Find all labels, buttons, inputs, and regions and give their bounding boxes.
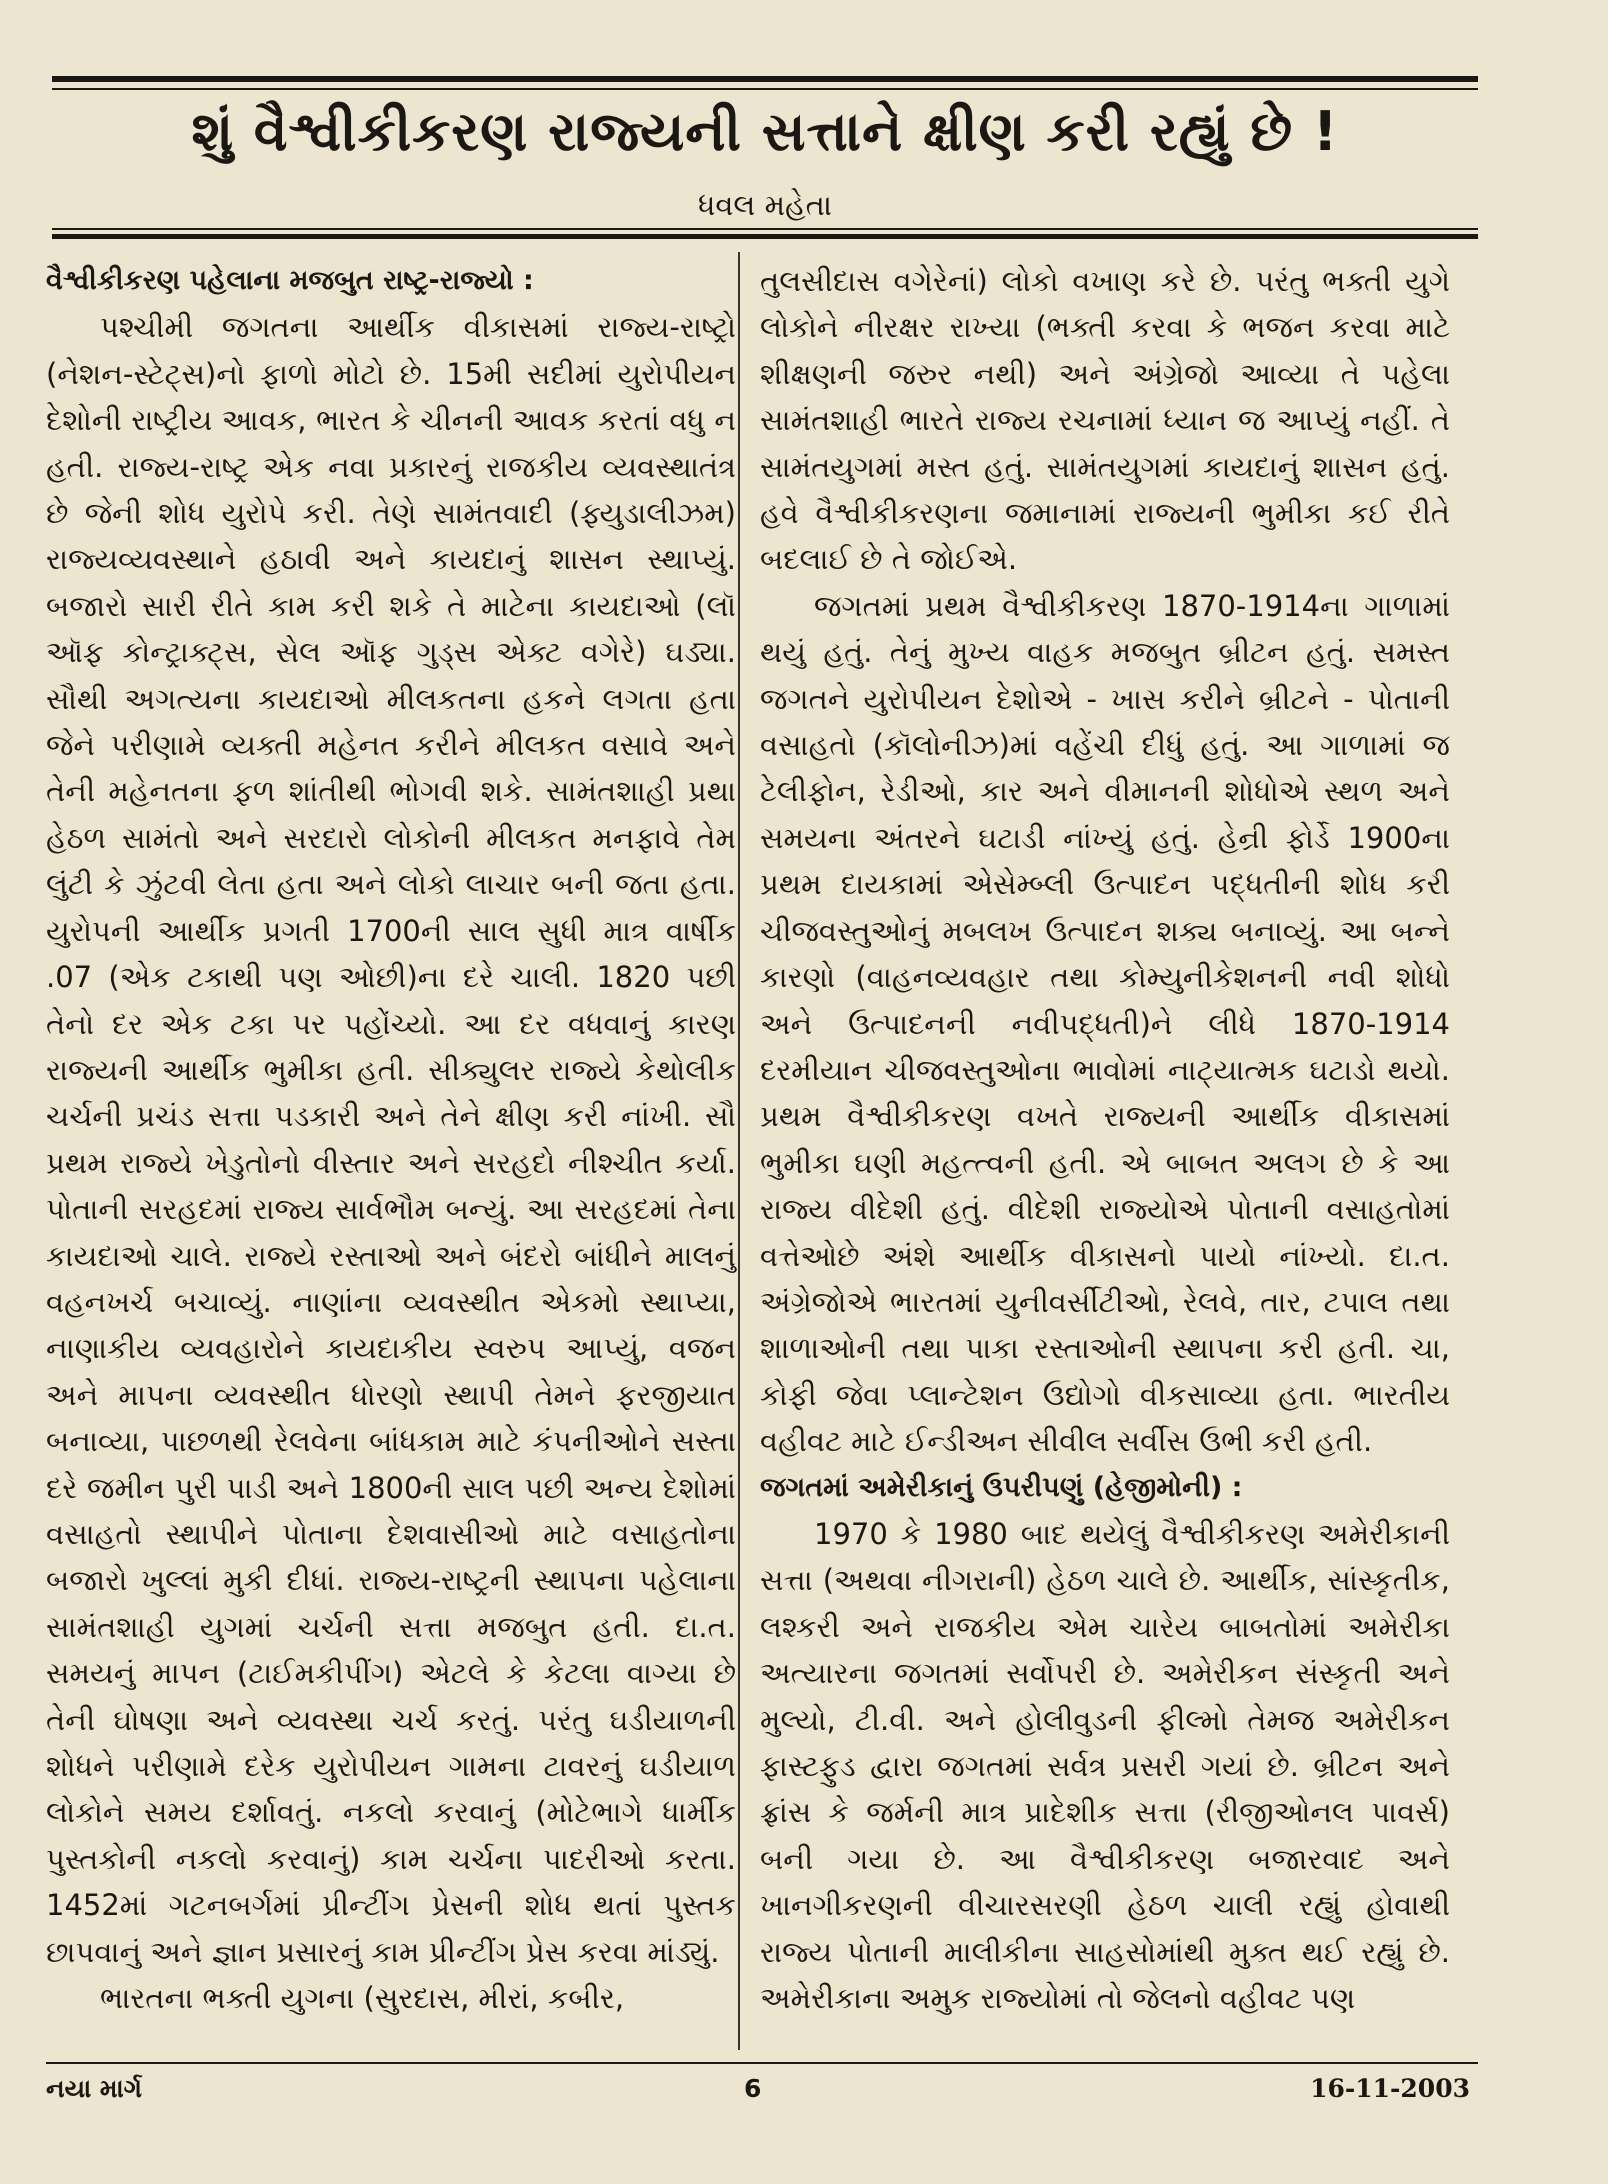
paragraph: 1970 કે 1980 બાદ થયેલું વૈશ્વીકીકરણ અમેરીકાની સત્તા (અથવા નીગરાની) હેઠળ ચાલે છે. આર્થીક, સાંસ્કૃતીક, લશ્કરી અને રાજકીય એમ ચારેય બાબતોમાં અમેરીકા અત્યારના જગતમાં સર્વોપરી છે. અમેરીકન સંસ્કૃતી અને મુલ્યો, ટી.વી. અને હોલીવુડની ફીલ્મો તેમજ અમેરીકન ફાસ્ટફુડ દ્વારા જગતમાં સર્વત્ર પ્રસરી ગયાં છે. બ્રીટન અને ફ્રાંસ કે જર્મની માત્ર પ્રાદેશીક સત્તા (રીજીઓનલ પાવર્સ) બની ગયા છે. આ વૈશ્વીકીકરણ બજારવાદ અને ખાનગીકરણની વીચારસરણી હેઠળ ચાલી રહ્યું હોવાથી રાજ્ય પોતાની માલીકીના સાહસોમાંથી મુક્ત થઈ રહ્યું છે. અમેરીકાના અમુક રાજ્યોમાં તો જેલનો વહીવટ પણ bbox=[760, 1516, 1450, 2016]
paragraph: ભારતના ભક્તી યુગના (સુરદાસ, મીરાં, કબીર, bbox=[100, 1981, 625, 2016]
issue-date: 16-11-2003 bbox=[1310, 2074, 1470, 2103]
section-heading-american-hegemony: જગતમાં અમેરીકાનું ઉપરીપણું (હેજીમોની) : bbox=[760, 1471, 1243, 1503]
header-rule-top-thick bbox=[52, 76, 1478, 82]
header-rule-bottom-thick bbox=[52, 234, 1478, 239]
left-column bbox=[46, 258, 736, 2021]
article-title: શું વૈશ્વીકીકરણ રાજ્યની સત્તાને ક્ષીણ કરી રહ્યું છે ! bbox=[191, 100, 1339, 163]
publication-name: નયા માર્ગ bbox=[46, 2074, 142, 2103]
section-heading-strong-nation-states: વૈશ્વીકીકરણ પહેલાના મજબુત રાષ્ટ્ર-રાજ્યો : bbox=[46, 265, 534, 296]
page-number: 6 bbox=[744, 2074, 762, 2103]
paragraph: તુલસીદાસ વગેરેનાં) લોકો વખાણ કરે છે. પરંતુ ભક્તી યુગે લોકોને નીરક્ષર રાખ્યા (ભક્તી કરવા કે ભજન કરવા માટે શીક્ષણની જરુર નથી) અને અંગ્રેજો આવ્યા તે પહેલા સામંતશાહી ભારતે રાજ્ય રચનામાં ધ્યાન જ આપ્યું નહીં. તે સામંતયુગમાં મસ્ત હતું. સામંતયુગમાં કાયદાનું શાસન હતું. હવે વૈશ્વીકીકરણના જમાનામાં રાજ્યની ભુમીકા કઈ રીતે બદલાઈ છે તે જોઈએ. bbox=[760, 264, 1450, 577]
footer-rule bbox=[46, 2062, 1478, 2064]
column-divider bbox=[738, 252, 740, 2050]
header-rule-top-thin bbox=[52, 88, 1478, 90]
right-column bbox=[760, 258, 1450, 2021]
paragraph: પશ્ચીમી જગતના આર્થીક વીકાસમાં રાજ્ય-રાષ્ટ્રો (નેશન-સ્ટેટ્સ)નો ફાળો મોટો છે. 15મી સદીમાં યુરોપીયન દેશોની રાષ્ટ્રીય આવક, ભારત કે ચીનની આવક કરતાં વધુ ન હતી. રાજ્ય-રાષ્ટ્ર એક નવા પ્રકારનું રાજકીય વ્યવસ્થાતંત્ર છે જેની શોધ યુરોપે કરી. તેણે સામંતવાદી (ફ્યુડાલીઝમ) રાજ્યવ્યવસ્થાને હઠાવી અને કાયદાનું શાસન સ્થાપ્યું. બજારો સારી રીતે કામ કરી શકે તે માટેના કાયદાઓ (લૉ ઑફ કોન્ટ્રાક્ટ્સ, સેલ ઑફ ગુડ્સ એક્ટ વગેરે) ઘડ્યા. સૌથી અગત્યના કાયદાઓ મીલકતના હકને લગતા હતા જેને પરીણામે વ્યક્તી મહેનત કરીને મીલકત વસાવે અને તેની મહેનતના ફળ શાંતીથી ભોગવી શકે. સામંતશાહી પ્રથા હેઠળ સામંતો અને સરદારો લોકોની મીલકત મનફાવે તેમ લુંટી કે ઝુંટવી લેતા હતા અને લોકો લાચાર બની જતા હતા. યુરોપની આર્થીક પ્રગતી 1700ની સાલ સુધી માત્ર વાર્ષીક .07 (એક ટકાથી પણ ઓછી)ના દરે ચાલી. 1820 પછી તેનો દર એક ટકા પર પહોંચ્યો. આ દર વધવાનું કારણ રાજ્યની આર્થીક ભુમીકા હતી. સીક્યુલર રાજ્યે કેથોલીક ચર્ચની પ્રચંડ સત્તા પડકારી અને તેને ક્ષીણ કરી નાંખી. સૌ પ્રથમ રાજ્યે ખેડુતોનો વીસ્તાર અને સરહદો નીશ્ચીત કર્યા. પોતાની સરહદમાં રાજ્ય સાર્વભૌમ બન્યું. આ સરહદમાં તેના કાયદાઓ ચાલે. રાજ્યે રસ્તાઓ અને બંદરો બાંધીને માલનું વહનખર્ચ બચાવ્યું. નાણાંના વ્યવસ્થીત એકમો સ્થાપ્યા, નાણાકીય વ્યવહારોને કાયદાકીય સ્વરુપ આપ્યું, વજન અને માપના વ્યવસ્થીત ધોરણો સ્થાપી તેમને ફરજીયાત બનાવ્યા, પાછળથી રેલવેના બાંધકામ માટે કંપનીઓને સસ્તા દરે જમીન પુરી પાડી અને 1800ની સાલ પછી અન્ય દેશોમાં વસાહતો સ્થાપીને પોતાના દેશવાસીઓ માટે વસાહતોના બજારો ખુલ્લાં મુકી દીધાં. રાજ્ય-રાષ્ટ્રની સ્થાપના પહેલાના સામંતશાહી યુગમાં ચર્ચની સત્તા મજબુત હતી. દા.ત. સમયનું માપન (ટાઈમકીપીંગ) એટલે કે કેટલા વાગ્યા છે તેની ઘોષણા અને વ્યવસ્થા ચર્ચ કરતું. પરંતુ ઘડીયાળની શોધને પરીણામે દરેક યુરોપીયન ગામના ટાવરનું ઘડીયાળ લોકોને સમય દર્શાવતું. નકલો કરવાનું (મોટેભાગે ધાર્મીક પુસ્તકોની નકલો કરવાનું) કામ ચર્ચના પાદરીઓ કરતા. 1452માં ગટનબર્ગમાં પ્રીન્ટીંગ પ્રેસની શોધ થતાં પુસ્તક છાપવાનું અને જ્ઞાન પ્રસારનું કામ પ્રીન્ટીંગ પ્રેસ કરવા માંડ્યું. bbox=[46, 310, 736, 1969]
paragraph: જગતમાં પ્રથમ વૈશ્વીકીકરણ 1870-1914ના ગાળામાં થયું હતું. તેનું મુખ્ય વાહક મજબુત બ્રીટન હતું. સમસ્ત જગતને યુરોપીયન દેશોએ - ખાસ કરીને બ્રીટને - પોતાની વસાહતો (કૉલોનીઝ)માં વહેંચી દીધું હતું. આ ગાળામાં જ ટેલીફોન, રેડીઓ, કાર અને વીમાનની શોધોએ સ્થળ અને સમયના અંતરને ઘટાડી નાંખ્યું હતું. હેન્રી ફોર્ડે 1900ના પ્રથમ દાયકામાં એસેમ્બ્લી ઉત્પાદન પદ્ધતીની શોધ કરી ચીજવસ્તુઓનું મબલખ ઉત્પાદન શક્ય બનાવ્યું. આ બન્ને કારણો (વાહનવ્યવહાર તથા કોમ્યુનીકેશનની નવી શોધો અને ઉત્પાદનની નવીપદ્ધતી)ને લીધે 1870-1914 દરમીયાન ચીજવસ્તુઓના ભાવોમાં નાટ્યાત્મક ઘટાડો થયો. પ્રથમ વૈશ્વીકીકરણ વખતે રાજ્યની આર્થીક વીકાસમાં ભુમીકા ઘણી મહત્ત્વની હતી. એ બાબત અલગ છે કે આ રાજ્ય વીદેશી હતું. વીદેશી રાજ્યોએ પોતાની વસાહતોમાં વત્તેઓછે અંશે આર્થીક વીકાસનો પાયો નાંખ્યો. દા.ત. અંગ્રેજોએ ભારતમાં યુનીવર્સીટીઓ, રેલવે, તાર, ટપાલ તથા શાળાઓની તથા પાકા રસ્તાઓની સ્થાપના કરી હતી. ચા, કોફી જેવા પ્લાન્ટેશન ઉદ્યોગો વીકસાવ્યા હતા. ભારતીય વહીવટ માટે ઈન્ડીઅન સીવીલ સર્વીસ ઉભી કરી હતી. bbox=[760, 588, 1450, 1459]
article-author: ધવલ મહેતા bbox=[697, 188, 833, 222]
header-rule-bottom-thin bbox=[52, 228, 1478, 230]
